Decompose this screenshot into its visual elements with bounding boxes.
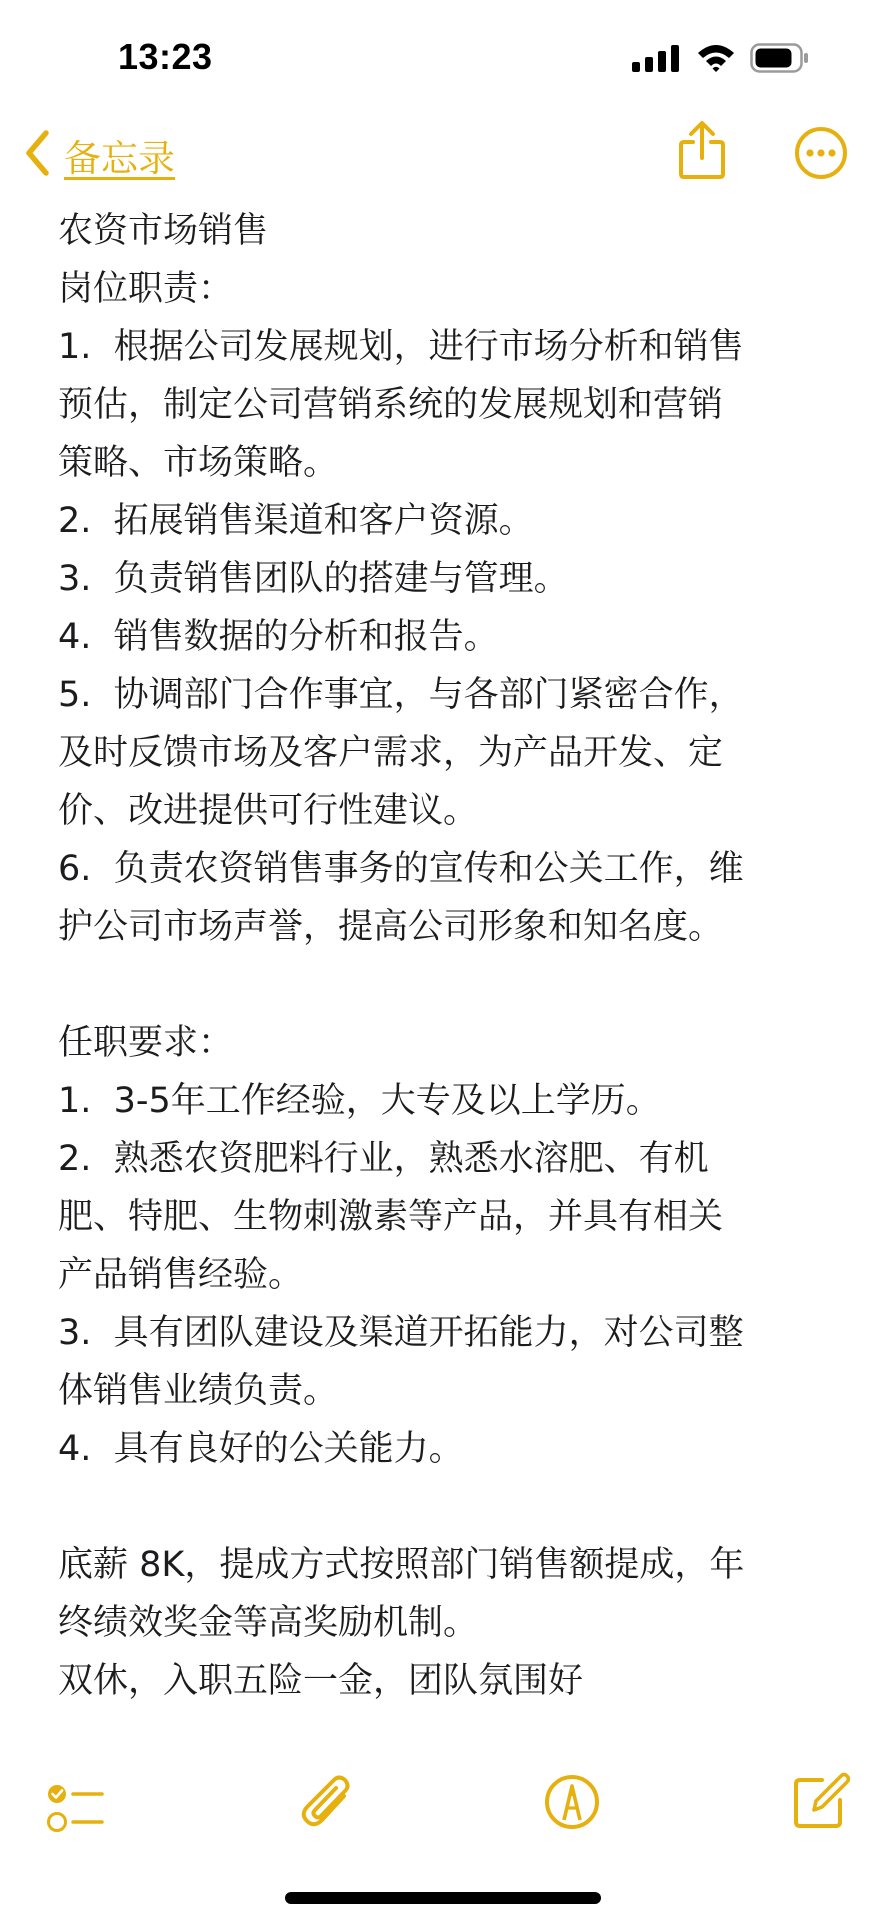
note-text-line: 3. 负责销售团队的搭建与管理。 — [58, 559, 569, 599]
note-text-line: 产品销售经验。 — [58, 1255, 304, 1295]
note-body[interactable] — [58, 202, 838, 1710]
note-text-line: 终绩效奖金等高奖励机制。 — [58, 1603, 479, 1643]
note-text-line: 双休，入职五险一金，团队氛围好 — [58, 1661, 584, 1701]
note-text-line: 肥、特肥、生物刺激素等产品，并具有相关 — [58, 1197, 724, 1237]
compose-icon[interactable] — [792, 1770, 850, 1834]
note-blank-line — [58, 956, 838, 1014]
checklist-icon[interactable] — [46, 1780, 104, 1840]
chevron-left-icon — [24, 128, 52, 182]
attachment-icon[interactable] — [300, 1772, 354, 1838]
note-text-line: 1. 3-5年工作经验，大专及以上学历。 — [58, 1081, 661, 1121]
note-text-line: 3. 具有团队建设及渠道开拓能力，对公司整 — [58, 1313, 744, 1353]
back-button[interactable] — [24, 128, 175, 182]
nav-bar — [0, 120, 886, 190]
note-text-line: 价、改进提供可行性建议。 — [58, 791, 479, 831]
note-text-line: 体销售业绩负责。 — [58, 1371, 339, 1411]
note-text-line: 5. 协调部门合作事宜，与各部门紧密合作， — [58, 675, 744, 715]
note-text-line: 底薪 8K，提成方式按照部门销售额提成，年 — [58, 1545, 745, 1585]
battery-icon — [750, 43, 810, 77]
note-text-line: 4. 具有良好的公关能力。 — [58, 1429, 464, 1469]
status-icons — [632, 42, 810, 78]
status-bar — [0, 0, 886, 110]
note-text-line: 策略、市场策略。 — [58, 443, 339, 483]
cellular-signal-icon — [632, 44, 682, 76]
note-text-line: 护公司市场声誉，提高公司形象和知名度。 — [58, 907, 724, 947]
share-icon[interactable] — [678, 120, 726, 184]
more-options-icon[interactable] — [794, 126, 848, 184]
note-text-line: 2. 拓展销售渠道和客户资源。 — [58, 501, 534, 541]
note-text-line: 农资市场销售 — [58, 211, 269, 251]
back-label: 备忘录 — [64, 137, 175, 180]
wifi-icon — [696, 43, 736, 77]
note-text-line: 6. 负责农资销售事务的宣传和公关工作，维 — [58, 849, 744, 889]
note-text-line: 1. 根据公司发展规划，进行市场分析和销售 — [58, 327, 744, 367]
note-text-line: 及时反馈市场及客户需求，为产品开发、定 — [58, 733, 724, 773]
note-blank-line — [58, 1478, 838, 1536]
note-text-line: 岗位职责： — [58, 269, 234, 309]
note-text-line: 4. 销售数据的分析和报告。 — [58, 617, 499, 657]
note-text-line: 任职要求： — [58, 1023, 234, 1063]
note-text-line: 预估，制定公司营销系统的发展规划和营销 — [58, 385, 724, 425]
note-text-line: 2. 熟悉农资肥料行业，熟悉水溶肥、有机 — [58, 1139, 709, 1179]
markup-pen-icon[interactable] — [544, 1772, 600, 1836]
bottom-toolbar — [0, 1770, 886, 1850]
home-indicator — [285, 1892, 601, 1904]
status-time: 13:23 — [118, 36, 213, 77]
